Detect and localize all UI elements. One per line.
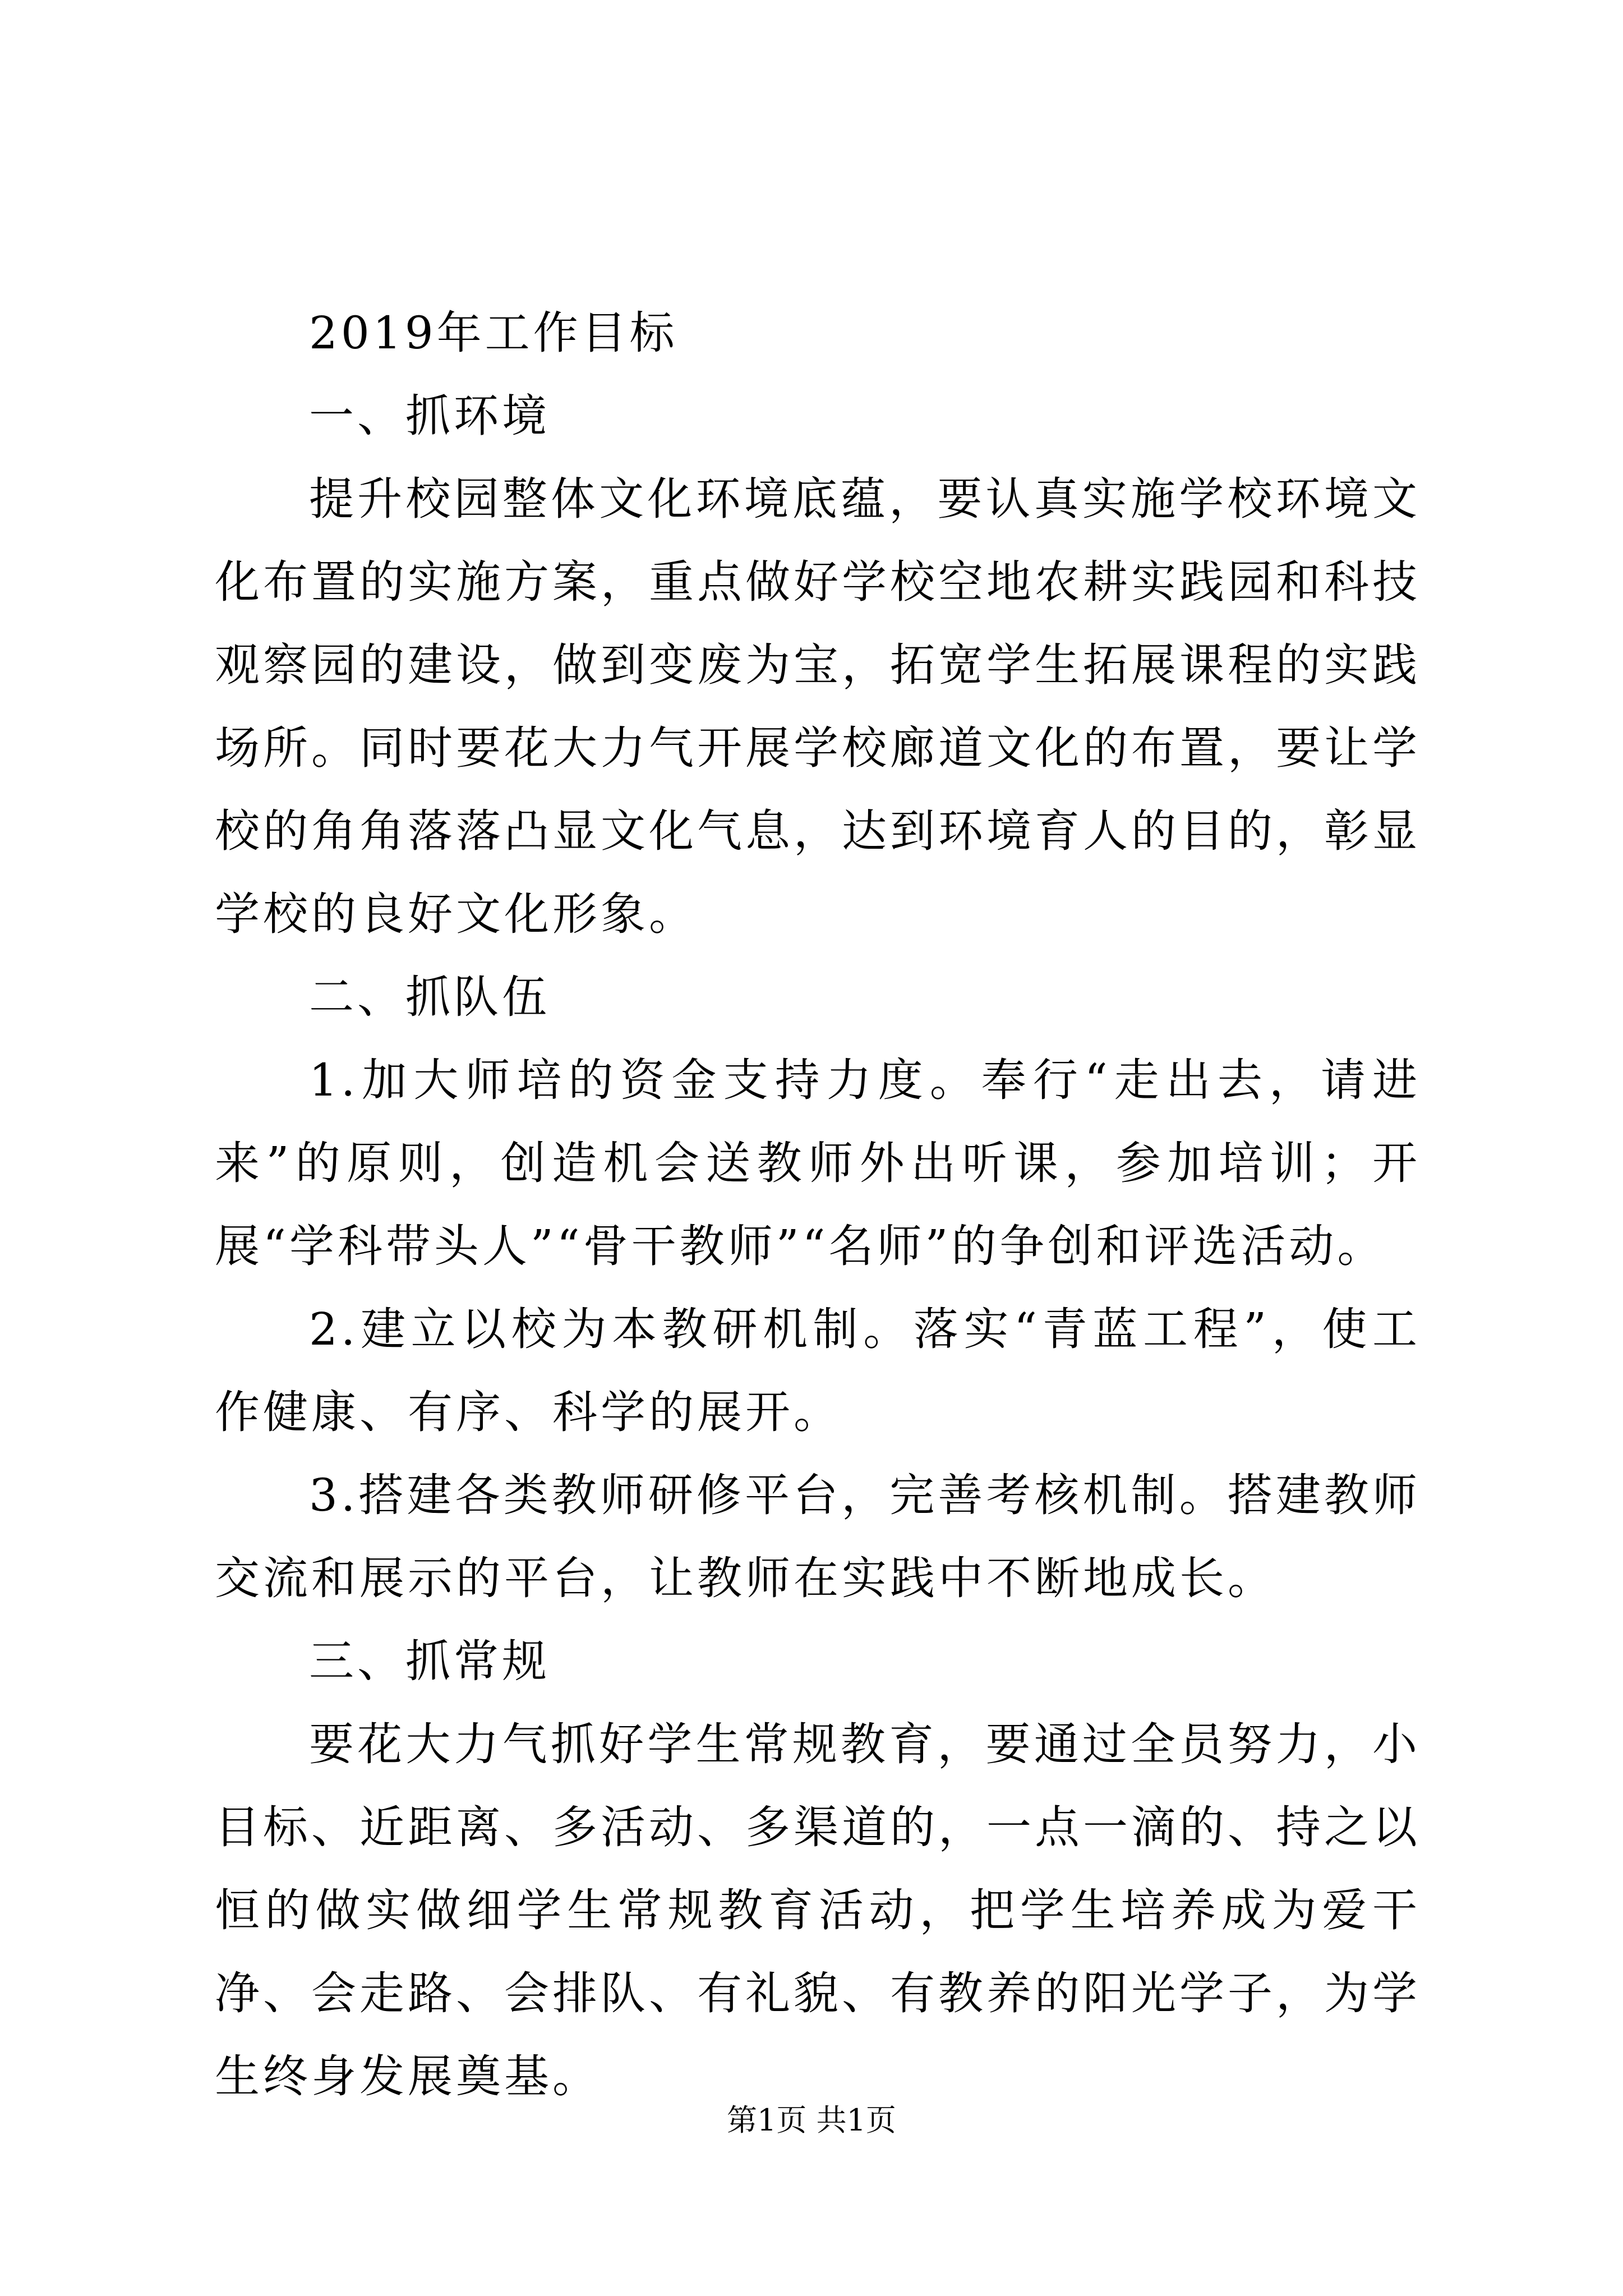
page-number: 第1页 共1页 xyxy=(727,2102,896,2138)
paragraph-team-item-2: 2.建立以校为本教研机制。落实“青蓝工程”，使工作健康、有序、科学的展开。 xyxy=(215,1303,1421,1438)
page-footer xyxy=(0,2101,1623,2140)
paragraph-team-item-3: 3.搭建各类教师研修平台，完善考核机制。搭建教师交流和展示的平台，让教师在实践中不断地成长。 xyxy=(215,1469,1421,1604)
section-heading-environment: 一、抓环境 xyxy=(309,390,550,442)
document-title: 2019年工作目标 xyxy=(309,307,678,359)
section-heading-team: 二、抓队伍 xyxy=(309,971,550,1023)
paragraph-environment: 提升校园整体文化环境底蕴，要认真实施学校环境文化布置的实施方案，重点做好学校空地农耕实践园和科技观察园的建设，做到变废为宝，拓宽学生拓展课程的实践场所。同时要花大力气开展学校廊道文化的布置，要让学校的角角落落凸显文化气息，达到环境育人的目的，彰显学校的良好文化形象。 xyxy=(215,473,1421,940)
section-heading-routine: 三、抓常规 xyxy=(309,1635,550,1687)
paragraph-routine: 要花大力气抓好学生常规教育，要通过全员努力，小目标、近距离、多活动、多渠道的，一点一滴的、持之以恒的做实做细学生常规教育活动，把学生培养成为爱干净、会走路、会排队、有礼貌、有教养的阳光学子，为学生终身发展奠基。 xyxy=(215,1718,1421,2102)
document-body xyxy=(215,292,1421,2118)
paragraph-team-item-1: 1.加大师培的资金支持力度。奉行“走出去，请进来”的原则，创造机会送教师外出听课，参加培训；开展“学科带头人”“骨干教师”“名师”的争创和评选活动。 xyxy=(215,1054,1421,1272)
